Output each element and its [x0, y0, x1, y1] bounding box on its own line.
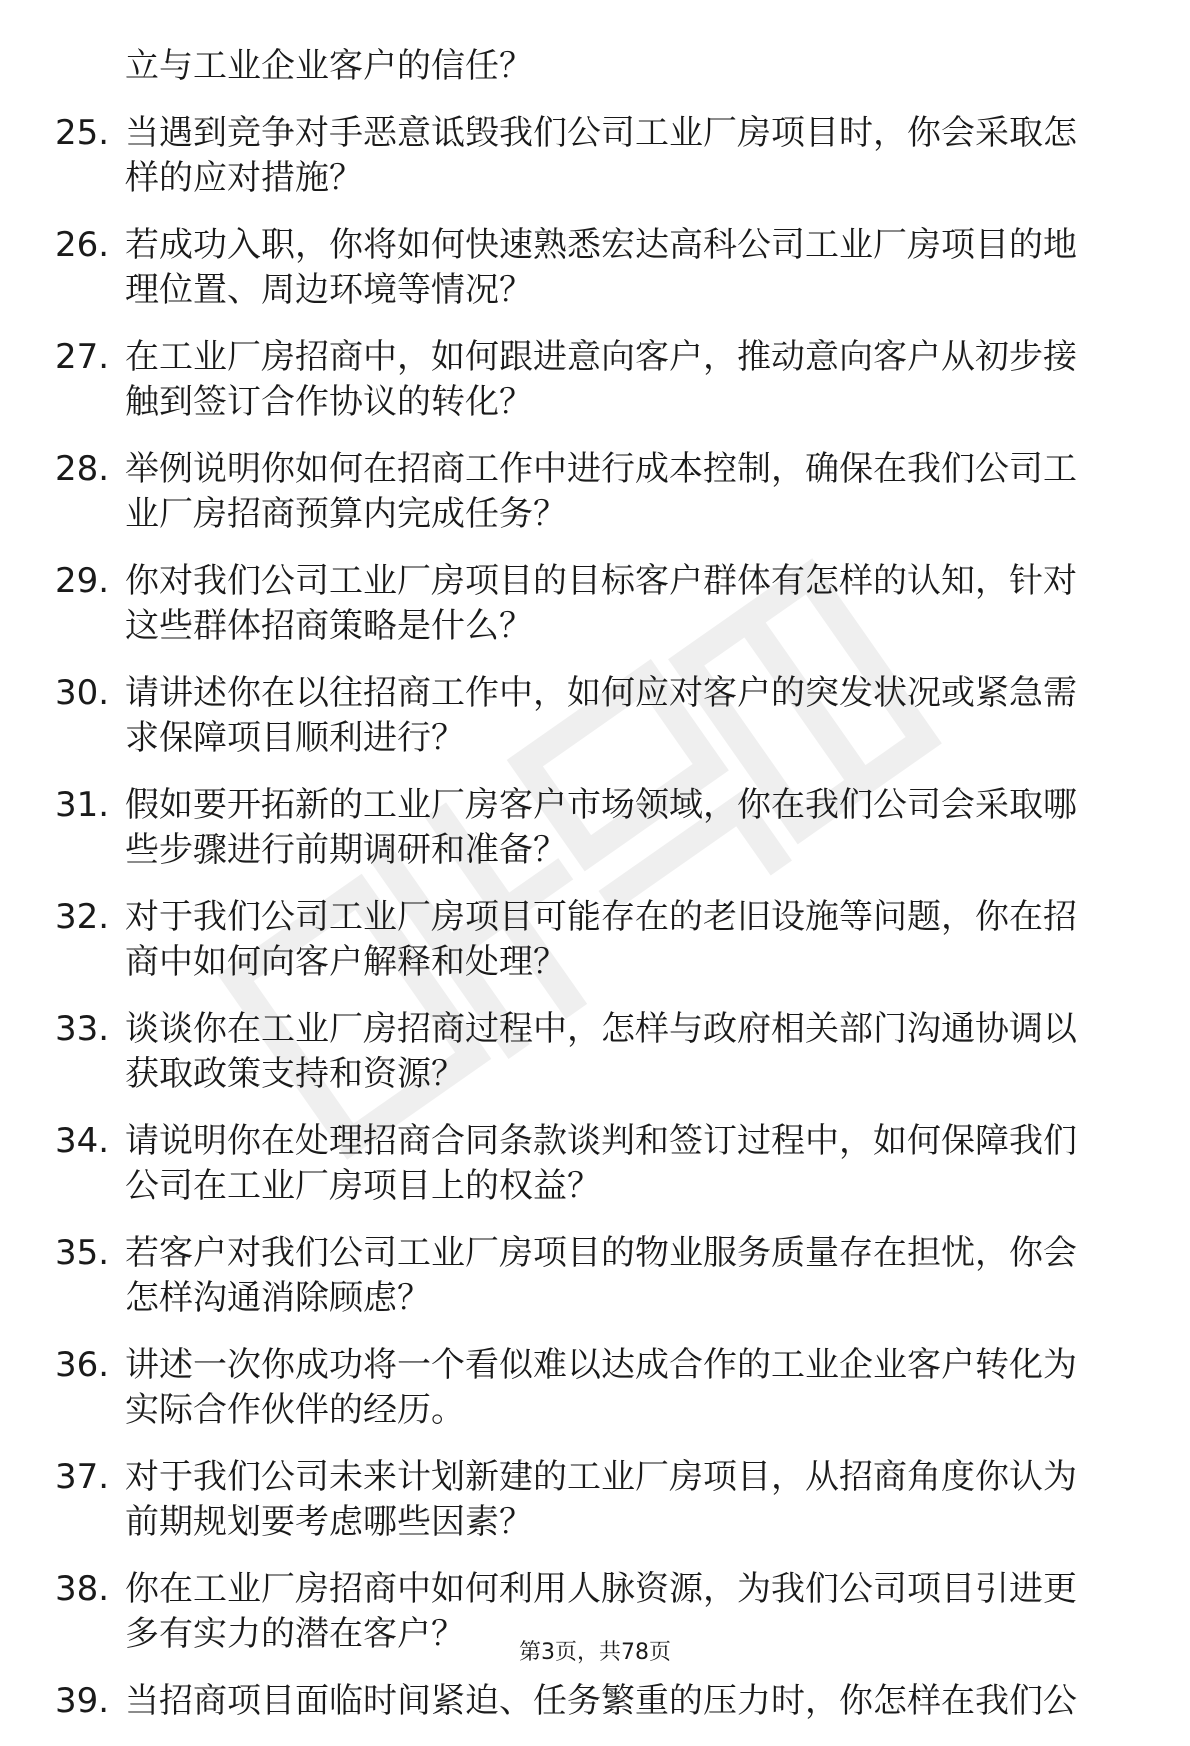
question-line: 假如要开拓新的工业厂房客户市场领域，你在我们公司会采取哪: [125, 785, 1077, 825]
question-text: [125, 1231, 1135, 1321]
question-number: 30.: [55, 673, 110, 713]
question-item: [55, 1119, 1135, 1209]
question-line: 若成功入职，你将如何快速熟悉宏达高科公司工业厂房项目的地: [125, 225, 1077, 265]
question-text: [125, 1679, 1135, 1724]
question-text: [125, 1007, 1135, 1097]
question-text: [125, 447, 1135, 537]
question-line: 在工业厂房招商中，如何跟进意向客户，推动意向客户从初步接: [125, 337, 1077, 377]
question-line: 你对我们公司工业厂房项目的目标客户群体有怎样的认知，针对: [125, 561, 1077, 601]
question-line: 求保障项目顺利进行？: [125, 718, 465, 758]
question-line: 前期规划要考虑哪些因素？: [125, 1502, 533, 1542]
question-number: 26.: [55, 225, 110, 265]
question-item: [55, 1455, 1135, 1545]
question-line: 这些群体招商策略是什么？: [125, 606, 533, 646]
question-line: 怎样沟通消除顾虑？: [125, 1278, 431, 1318]
question-number: 28.: [55, 449, 110, 489]
question-line: 当招商项目面临时间紧迫、任务繁重的压力时，你怎样在我们公: [125, 1681, 1077, 1721]
question-line: 举例说明你如何在招商工作中进行成本控制，确保在我们公司工: [125, 449, 1077, 489]
question-text: [125, 1455, 1135, 1545]
question-item: [55, 559, 1135, 649]
question-line: 请讲述你在以往招商工作中，如何应对客户的突发状况或紧急需: [125, 673, 1077, 713]
question-item: [55, 111, 1135, 201]
question-text: [125, 223, 1135, 313]
question-text: [125, 559, 1135, 649]
question-line: 公司在工业厂房项目上的权益？: [125, 1166, 601, 1206]
question-item: [55, 447, 1135, 537]
question-line: 理位置、周边环境等情况？: [125, 270, 533, 310]
question-item: [55, 1679, 1135, 1724]
question-number: 38.: [55, 1569, 110, 1609]
question-number: 27.: [55, 337, 110, 377]
question-line: 你在工业厂房招商中如何利用人脉资源，为我们公司项目引进更: [125, 1569, 1077, 1609]
question-item: [55, 783, 1135, 873]
question-item: [55, 1007, 1135, 1097]
question-line: 样的应对措施？: [125, 158, 363, 198]
question-text: [125, 335, 1135, 425]
question-line: 若客户对我们公司工业厂房项目的物业服务质量存在担忧，你会: [125, 1233, 1077, 1273]
question-item: [55, 335, 1135, 425]
question-number: 34.: [55, 1121, 110, 1161]
question-line: 对于我们公司未来计划新建的工业厂房项目，从招商角度你认为: [125, 1457, 1077, 1497]
question-item: [55, 223, 1135, 313]
question-line: 商中如何向客户解释和处理？: [125, 942, 567, 982]
question-line: 获取政策支持和资源？: [125, 1054, 465, 1094]
question-number: 37.: [55, 1457, 110, 1497]
page-footer: 第3页，共78页: [519, 1640, 671, 1665]
question-text: [125, 1343, 1135, 1433]
question-item: [55, 1343, 1135, 1433]
question-line: 谈谈你在工业厂房招商过程中，怎样与政府相关部门沟通协调以: [125, 1009, 1077, 1049]
question-number: 29.: [55, 561, 110, 601]
question-line: 实际合作伙伴的经历。: [125, 1390, 465, 1430]
question-text: [125, 671, 1135, 761]
question-line: 当遇到竞争对手恶意诋毁我们公司工业厂房项目时，你会采取怎: [125, 113, 1077, 153]
question-number: 36.: [55, 1345, 110, 1385]
question-number: 25.: [55, 113, 110, 153]
question-item: [55, 671, 1135, 761]
question-line: 业厂房招商预算内完成任务？: [125, 494, 567, 534]
question-list: [55, 44, 1135, 1746]
question-text: [125, 111, 1135, 201]
question-number: 32.: [55, 897, 110, 937]
question-number: 39.: [55, 1681, 110, 1721]
question-line: 些步骤进行前期调研和准备？: [125, 830, 567, 870]
question-number: 31.: [55, 785, 110, 825]
question-number: 33.: [55, 1009, 110, 1049]
question-text: [125, 895, 1135, 985]
question-line: 对于我们公司工业厂房项目可能存在的老旧设施等问题，你在招: [125, 897, 1077, 937]
question-number: 35.: [55, 1233, 110, 1273]
continuation-text: 立与工业企业客户的信任？: [125, 46, 533, 86]
question-item: [55, 1231, 1135, 1321]
question-line: 讲述一次你成功将一个看似难以达成合作的工业企业客户转化为: [125, 1345, 1077, 1385]
question-line: 多有实力的潜在客户？: [125, 1614, 465, 1654]
question-line: 触到签订合作协议的转化？: [125, 382, 533, 422]
question-line: 请说明你在处理招商合同条款谈判和签订过程中，如何保障我们: [125, 1121, 1077, 1161]
question-text: [125, 1119, 1135, 1209]
question-text: [125, 783, 1135, 873]
question-item: [55, 895, 1135, 985]
